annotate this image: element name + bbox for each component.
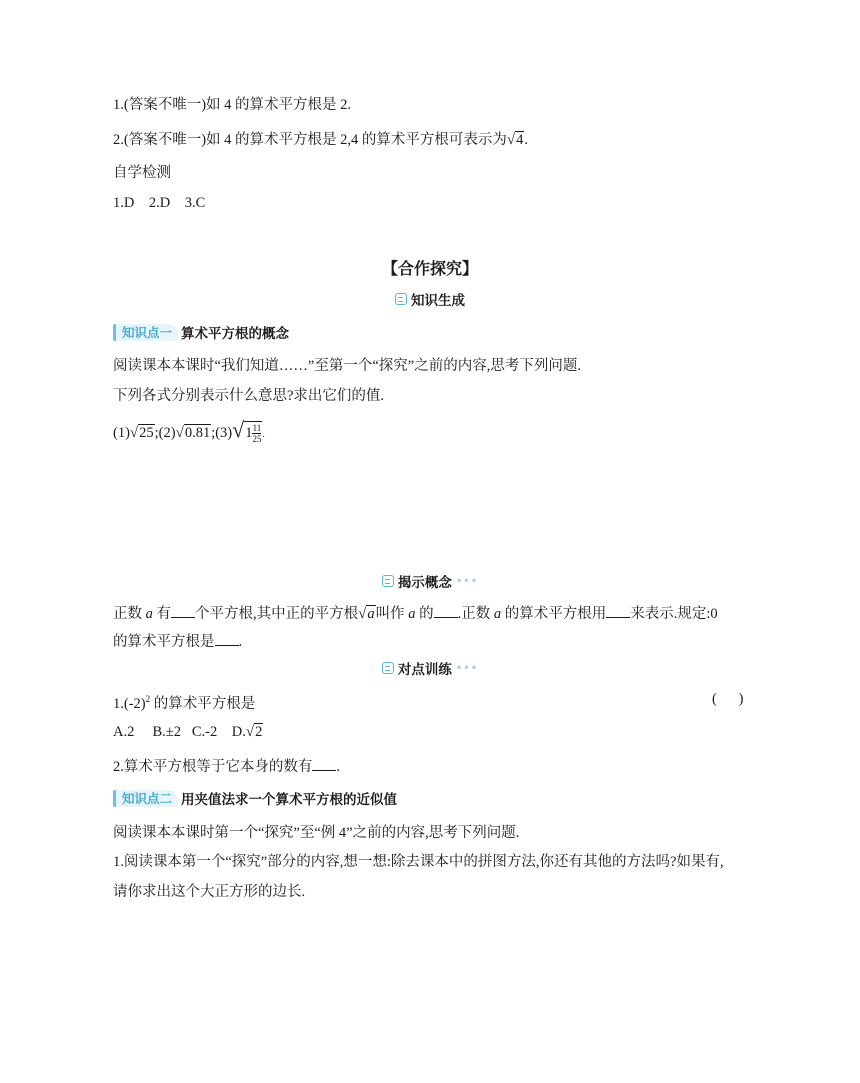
text: 的 — [415, 606, 434, 622]
dots-decoration: ••• — [455, 662, 479, 674]
fraction — [252, 423, 261, 444]
paragraph: 请你求出这个大正方形的边长. — [113, 884, 306, 900]
self-check-label: 自学检测 — [113, 165, 171, 181]
pencil-icon — [382, 662, 394, 674]
sqrt-symbol: √ — [129, 425, 139, 441]
concept-line-2 — [113, 631, 242, 652]
fill-blank[interactable] — [434, 603, 458, 618]
concept-icon — [382, 575, 394, 587]
text: 正数 — [113, 606, 146, 622]
paragraph: 下列各式分别表示什么意思?求出它们的值. — [113, 388, 385, 404]
subheading-text: 揭示概念 — [397, 575, 452, 591]
text: 1.(-2) — [113, 695, 146, 712]
radicand: 4 — [516, 132, 524, 148]
label: ;(3) — [211, 425, 233, 441]
text: 的算术平方根是 — [113, 634, 215, 650]
text: 2.算术平方根等于它本身的数有 — [113, 759, 313, 775]
variable: a — [408, 606, 416, 622]
option-b[interactable]: B.±2 — [152, 724, 181, 740]
subheading-reveal-concept — [0, 571, 860, 592]
concept-line-1 — [113, 603, 718, 624]
subheading-text: 知识生成 — [411, 293, 465, 309]
text: 个平方根,其中正的平方根 — [195, 606, 359, 622]
label: (1) — [113, 425, 130, 441]
question-1-options — [113, 722, 263, 742]
radicand: 2 — [255, 724, 263, 740]
answer-line-2 — [113, 130, 528, 150]
answer-2-text: 2.(答案不唯一)如 4 的算术平方根是 2,4 的算术平方根可表示为 — [113, 132, 507, 148]
knowledge-point-title: 用夹值法求一个算术平方根的近似值 — [181, 792, 398, 808]
knowledge-point-2-header — [113, 789, 397, 807]
subheading-targeted-practice — [0, 658, 860, 679]
sqrt-symbol: √ — [358, 606, 367, 622]
label: ;(2) — [154, 425, 176, 441]
variable: a — [493, 606, 502, 622]
paragraph: 1.阅读课本第一个“探究”部分的内容,想一想:除去课本中的拼图方法,你还有其他的方法吗?如果有, — [113, 854, 724, 870]
whole-part: 1 — [245, 425, 253, 441]
sqrt-symbol: √ — [232, 417, 245, 442]
text: .正数 — [457, 606, 494, 622]
sqrt-symbol: √ — [175, 425, 184, 441]
option-a[interactable]: A.2 — [113, 724, 135, 740]
expression-line — [113, 417, 265, 445]
option-d[interactable] — [232, 724, 264, 740]
fill-blank[interactable] — [215, 631, 239, 646]
radicand — [244, 421, 265, 445]
text: . — [238, 634, 243, 650]
self-check-answers: 1.D 2.D 3.C — [113, 195, 206, 211]
denominator: 25 — [252, 434, 262, 445]
subheading-knowledge-generation — [0, 289, 860, 310]
text: 来表示.规定:0 — [630, 606, 718, 622]
answer-parentheses[interactable]: ( ) — [712, 691, 744, 707]
question-1 — [113, 689, 255, 714]
radicand: 25 — [139, 425, 154, 441]
radicand: a — [367, 606, 375, 622]
text: 的算术平方根是 — [150, 695, 256, 712]
knowledge-point-title: 算术平方根的概念 — [181, 326, 290, 342]
question-2 — [113, 756, 340, 777]
text: . — [336, 759, 340, 775]
numerator: 11 — [252, 423, 262, 434]
sqrt-symbol: √ — [245, 724, 255, 740]
knowledge-point-tag: 知识点一 — [113, 324, 178, 341]
text: D. — [231, 724, 246, 740]
dots-decoration: ••• — [455, 575, 479, 587]
subheading-text: 对点训练 — [397, 662, 452, 678]
radicand: 0.81 — [184, 425, 211, 441]
period: . — [524, 132, 529, 148]
knowledge-point-tag: 知识点二 — [113, 790, 178, 807]
knowledge-point-1-header — [113, 323, 289, 341]
book-icon — [395, 293, 407, 305]
paragraph: 阅读课本本课时“我们知道……”至第一个“探究”之前的内容,思考下列问题. — [113, 358, 581, 374]
sqrt-symbol: √ — [506, 132, 516, 148]
fill-blank[interactable] — [312, 756, 336, 771]
fill-blank[interactable] — [171, 603, 195, 618]
exponent: 2 — [145, 694, 151, 704]
text: 的算术平方根用 — [501, 606, 607, 622]
paragraph: 阅读课本本课时第一个“探究”至“例 4”之前的内容,思考下列问题. — [113, 825, 520, 841]
section-title: 【合作探究】 — [381, 259, 478, 278]
text: 叫作 — [375, 606, 409, 622]
text: 有 — [152, 606, 171, 622]
answer-line-1: 1.(答案不唯一)如 4 的算术平方根是 2. — [113, 97, 352, 113]
option-c[interactable]: C.-2 — [191, 724, 218, 740]
variable: a — [145, 606, 153, 622]
fill-blank[interactable] — [606, 603, 630, 618]
period: . — [262, 429, 265, 439]
